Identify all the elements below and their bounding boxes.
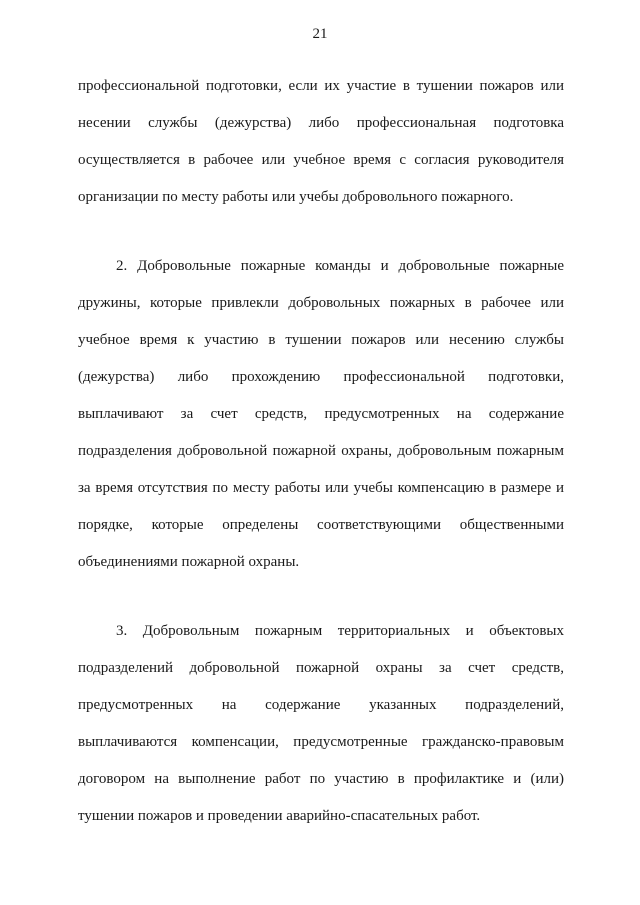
text-line: 2. Добровольные пожарные команды и добровольные пожарные (116, 258, 564, 274)
text-line: несении службы (дежурства) либо профессиональная подготовка (78, 115, 564, 131)
page-number: 21 (312, 26, 328, 42)
text-line: выплачивают за счет средств, предусмотренных на содержание (78, 406, 564, 422)
text-line: подразделений добровольной пожарной охраны за счет средств, (78, 660, 564, 676)
paragraph-gap (78, 581, 564, 613)
text-line: договором на выполнение работ по участию в профилактике и (или) (78, 771, 564, 787)
text-line: 3. Добровольным пожарным территориальных и объектовых (116, 623, 564, 639)
text-line: (дежурства) либо прохождению профессиональной подготовки, (78, 369, 564, 385)
text-line: порядке, которые определены соответствующими общественными (78, 517, 564, 533)
text-line: выплачиваются компенсации, предусмотренные гражданско-правовым (78, 734, 564, 750)
text-line: осуществляется в рабочее или учебное время с согласия руководителя (78, 152, 564, 168)
text-line: профессиональной подготовки, если их участие в тушении пожаров или (78, 78, 564, 94)
text-line: тушении пожаров и проведении аварийно-спасательных работ. (78, 808, 481, 824)
text-line: дружины, которые привлекли добровольных пожарных в рабочее или (78, 295, 564, 311)
paragraph-3 (78, 613, 564, 835)
text-line: объединениями пожарной охраны. (78, 554, 300, 570)
paragraph-gap (78, 216, 564, 248)
text-line: организации по месту работы или учебы добровольного пожарного. (78, 189, 514, 205)
text-line: подразделения добровольной пожарной охраны, добровольным пожарным (78, 443, 564, 459)
text-line: учебное время к участию в тушении пожаров или несению службы (78, 332, 564, 348)
paragraph-2 (78, 248, 564, 581)
text-line: за время отсутствия по месту работы или учебы компенсацию в размере и (78, 480, 564, 496)
paragraph-1 (78, 68, 564, 216)
document-body (78, 68, 564, 835)
text-line: предусмотренных на содержание указанных подразделений, (78, 697, 564, 713)
